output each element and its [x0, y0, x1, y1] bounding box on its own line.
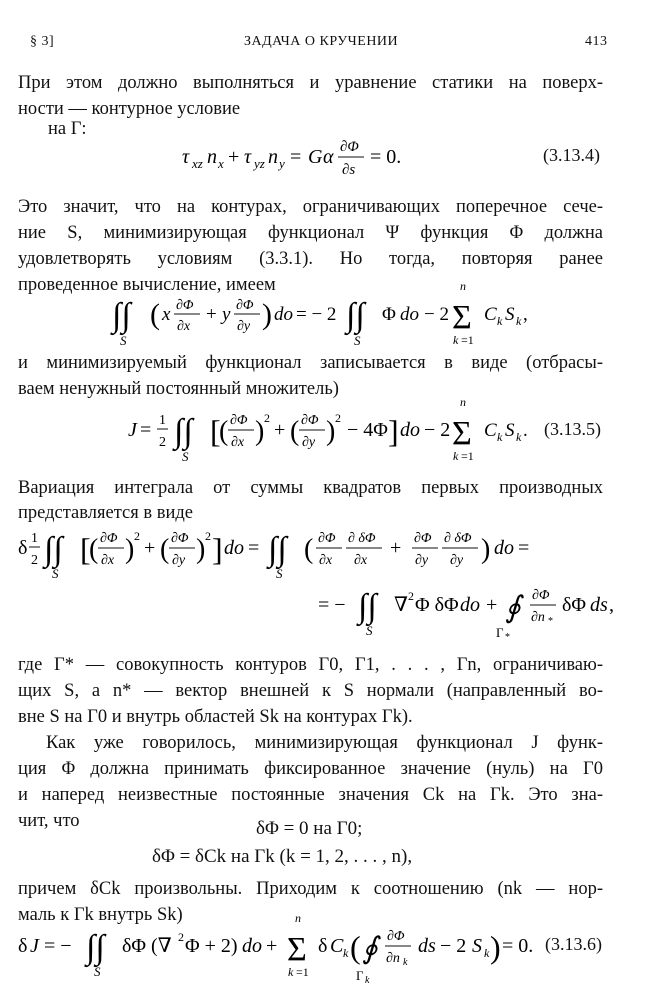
svg-text:∂Φ: ∂Φ: [340, 139, 359, 155]
equation-number: (3.13.6): [545, 934, 602, 954]
svg-text:k: k: [453, 333, 459, 347]
svg-text:C: C: [484, 304, 497, 325]
svg-text:k: k: [343, 946, 349, 960]
svg-text:=1: =1: [461, 449, 474, 463]
svg-text:∂ δΦ: ∂ δΦ: [348, 531, 376, 546]
svg-text:S: S: [505, 304, 515, 325]
svg-text:): ): [490, 929, 501, 965]
svg-text:τ: τ: [244, 146, 252, 168]
svg-text:=: =: [518, 537, 530, 559]
text-line: причем δCk произвольны. Приходим к соотношению (nk — нор-: [18, 879, 603, 899]
svg-text:∂x: ∂x: [101, 553, 115, 568]
svg-text:n: n: [295, 911, 301, 925]
svg-text:∫∫: ∫∫: [112, 297, 131, 334]
svg-text:∫∫: ∫∫: [346, 297, 365, 334]
svg-text:= 0.: = 0.: [370, 146, 402, 168]
svg-text:+: +: [228, 146, 240, 168]
svg-text:,: ,: [523, 304, 528, 325]
svg-text:.: .: [523, 420, 528, 441]
svg-text:∂x: ∂x: [231, 435, 245, 450]
boundary-condition-line2: δΦ = δCk на Гk (k = 1, 2, . . . , n),: [152, 846, 413, 867]
svg-text:+: +: [390, 537, 402, 559]
svg-text:do: do: [224, 537, 244, 559]
svg-text:=1: =1: [296, 965, 309, 979]
svg-text:∇: ∇: [394, 594, 408, 616]
svg-text:): ): [262, 298, 272, 331]
svg-text:∂y: ∂y: [302, 435, 316, 450]
svg-text:∂Φ: ∂Φ: [100, 531, 118, 546]
svg-text:δΦ (∇: δΦ (∇: [122, 935, 172, 957]
text-line: представляется в виде: [18, 503, 193, 523]
svg-text:(: (: [150, 298, 160, 331]
svg-text:do: do: [494, 537, 514, 559]
svg-text:∂Φ: ∂Φ: [318, 531, 336, 546]
svg-text:(: (: [350, 929, 361, 965]
svg-text:(: (: [304, 534, 314, 565]
svg-text:δΦ: δΦ: [562, 594, 587, 616]
svg-text:(: (: [290, 416, 300, 447]
svg-text:G: G: [308, 146, 323, 168]
svg-text:∫∫: ∫∫: [268, 531, 287, 568]
svg-text:=1: =1: [461, 333, 474, 347]
text-line: и минимизируемый функционал записывается в виде (отбрасы-: [18, 353, 603, 373]
text-line: чит, что: [18, 811, 80, 831]
svg-text:S: S: [94, 964, 101, 979]
svg-text:− 2: − 2: [424, 419, 451, 441]
svg-text:+: +: [274, 419, 286, 441]
svg-text:δ: δ: [18, 537, 28, 559]
svg-text:x: x: [218, 156, 224, 171]
svg-text:∂Φ: ∂Φ: [414, 531, 432, 546]
svg-text:∂y: ∂y: [415, 553, 429, 568]
svg-text:S: S: [120, 333, 127, 348]
svg-text:S: S: [52, 566, 59, 581]
svg-text:Г: Г: [356, 968, 364, 983]
svg-text:): ): [125, 534, 135, 565]
svg-text:+: +: [266, 935, 278, 957]
svg-text:do: do: [400, 419, 420, 441]
svg-text:do: do: [400, 304, 419, 325]
svg-text:C: C: [484, 420, 497, 441]
svg-text:): ): [255, 416, 265, 447]
text-line: проведенное вычисление, имеем: [18, 275, 276, 295]
equation-number: (3.13.5): [544, 419, 601, 439]
svg-text:): ): [481, 534, 491, 565]
svg-text:n: n: [460, 279, 466, 293]
text-line: ности — контурное условие: [18, 99, 241, 119]
svg-text:1: 1: [159, 413, 166, 428]
svg-text:do: do: [274, 304, 293, 325]
svg-text:+: +: [486, 594, 498, 616]
svg-text:2: 2: [205, 529, 211, 543]
svg-text:∂y: ∂y: [450, 553, 464, 568]
equation-number: (3.13.4): [543, 145, 600, 165]
svg-text:∂Φ: ∂Φ: [171, 531, 189, 546]
svg-text:k: k: [516, 314, 522, 328]
text-line: удовлетворять условиям (3.3.1). Но тогда, повторяя ранее: [18, 249, 603, 269]
svg-text:2: 2: [408, 589, 414, 603]
svg-text:2: 2: [264, 411, 270, 425]
svg-text:(: (: [219, 416, 229, 447]
svg-text:k: k: [516, 430, 522, 444]
svg-text:ds: ds: [590, 594, 608, 616]
svg-text:*: *: [548, 616, 553, 627]
svg-text:= − 2: = − 2: [296, 304, 337, 325]
svg-text:τ: τ: [182, 146, 190, 168]
svg-text:(: (: [89, 534, 99, 565]
svg-text:k: k: [484, 946, 490, 960]
text-line: вне S на Г0 и внутрь областей Sk на контурах Гk).: [18, 707, 413, 727]
svg-text:S: S: [354, 333, 361, 348]
svg-text:[: [: [210, 413, 221, 449]
text-line: и наперед неизвестные постоянные значения Ck на Гk. Это зна-: [18, 785, 603, 805]
svg-text:δ: δ: [18, 935, 28, 957]
svg-text:2: 2: [178, 930, 184, 944]
svg-text:k: k: [365, 975, 370, 986]
svg-text:Σ: Σ: [287, 931, 307, 968]
text-line: щих S, а n* — вектор внешней к S нормали (направленный во-: [18, 681, 603, 701]
svg-text:∂Φ: ∂Φ: [236, 298, 254, 313]
svg-text:*: *: [505, 632, 510, 643]
svg-text:,: ,: [609, 594, 614, 616]
svg-text:C: C: [330, 935, 344, 957]
text-line: При этом должно выполняться и уравнение статики на поверх-: [18, 73, 603, 93]
svg-text:[: [: [80, 531, 91, 567]
svg-text:∂Φ: ∂Φ: [301, 413, 319, 428]
svg-text:S: S: [182, 449, 189, 464]
svg-text:α: α: [323, 146, 334, 168]
boundary-condition-line1: δΦ = 0 на Г0;: [256, 818, 363, 839]
running-title: ЗАДАЧА О КРУЧЕНИИ: [244, 34, 399, 49]
svg-text:Φ: Φ: [382, 304, 396, 325]
svg-text:n: n: [460, 395, 466, 409]
svg-text:=: =: [248, 537, 260, 559]
svg-text:ds: ds: [418, 935, 436, 957]
svg-text:k: k: [288, 965, 294, 979]
svg-text:do: do: [242, 935, 262, 957]
svg-text:Σ: Σ: [452, 299, 472, 336]
svg-text:=: =: [140, 419, 152, 441]
svg-text:k: k: [403, 957, 408, 968]
svg-text:− 2: − 2: [440, 935, 467, 957]
svg-text:∮: ∮: [505, 591, 521, 624]
svg-text:∂y: ∂y: [237, 319, 251, 334]
svg-text:∮: ∮: [362, 932, 378, 965]
svg-text:(: (: [160, 534, 170, 565]
svg-text:S: S: [276, 566, 283, 581]
svg-text:∂n: ∂n: [531, 610, 545, 625]
svg-text:n: n: [268, 146, 278, 168]
svg-text:x: x: [162, 304, 171, 325]
svg-text:Г: Г: [496, 625, 504, 640]
svg-text:do: do: [460, 594, 480, 616]
text-line: Как уже говорилось, минимизирующая функционал J функ-: [46, 733, 603, 753]
text-line: ваем ненужный постоянный множитель): [18, 379, 339, 399]
svg-text:∂Φ: ∂Φ: [176, 298, 194, 313]
text-line: Это значит, что на контурах, ограничивающих поперечное сече-: [18, 197, 603, 217]
svg-text:y: y: [222, 304, 231, 325]
svg-text:k: k: [497, 430, 503, 444]
svg-text:Σ: Σ: [452, 415, 472, 452]
svg-text:∫∫: ∫∫: [174, 413, 193, 450]
svg-text:k: k: [453, 449, 459, 463]
svg-text:2: 2: [31, 553, 38, 568]
svg-text:S: S: [505, 420, 515, 441]
svg-text:∂n: ∂n: [386, 951, 400, 966]
svg-text:Φ + 2): Φ + 2): [185, 935, 238, 957]
svg-text:J: J: [128, 419, 137, 441]
section-marker: § 3]: [30, 34, 55, 49]
svg-text:]: ]: [388, 413, 399, 449]
svg-text:∂y: ∂y: [172, 553, 186, 568]
svg-text:= −: = −: [44, 935, 72, 957]
svg-text:δ: δ: [318, 935, 328, 957]
svg-text:= 0.: = 0.: [502, 935, 534, 957]
svg-text:Φ δΦ: Φ δΦ: [415, 594, 459, 616]
text-line: ние S, минимизирующая функционал Ψ функция Φ должна: [18, 223, 603, 243]
svg-text:1: 1: [31, 531, 38, 546]
svg-text:S: S: [472, 935, 482, 957]
svg-text:∂s: ∂s: [342, 162, 356, 178]
text-line: Вариация интеграла от суммы квадратов первых производных: [18, 478, 603, 498]
svg-text:y: y: [279, 156, 285, 171]
svg-text:): ): [196, 534, 206, 565]
svg-text:2: 2: [335, 411, 341, 425]
svg-text:=: =: [290, 146, 302, 168]
svg-text:+: +: [144, 537, 156, 559]
svg-text:): ): [326, 416, 336, 447]
svg-text:2: 2: [134, 529, 140, 543]
svg-text:∂Φ: ∂Φ: [532, 588, 550, 603]
svg-text:]: ]: [212, 531, 223, 567]
svg-text:∂Φ: ∂Φ: [387, 929, 405, 944]
text-line: где Г* — совокупность контуров Г0, Г1, . . . , Гn, ограничиваю-: [18, 655, 603, 675]
text-line: маль к Гk внутрь Sk): [18, 905, 183, 925]
text-line: на Г:: [48, 119, 87, 139]
svg-text:− 2: − 2: [424, 304, 449, 325]
svg-text:∫∫: ∫∫: [86, 929, 105, 966]
svg-text:∂ δΦ: ∂ δΦ: [444, 531, 472, 546]
svg-text:+: +: [206, 304, 217, 325]
svg-text:∂x: ∂x: [319, 553, 333, 568]
page-number: 413: [585, 34, 608, 49]
svg-text:− 4Φ: − 4Φ: [347, 419, 388, 441]
svg-text:J: J: [30, 935, 39, 957]
svg-text:yz: yz: [254, 156, 265, 171]
svg-text:2: 2: [159, 435, 166, 450]
svg-text:∫∫: ∫∫: [358, 588, 377, 625]
svg-text:∂x: ∂x: [354, 553, 368, 568]
svg-text:∫∫: ∫∫: [44, 531, 63, 568]
text-line: ция Φ должна принимать фиксированное значение (нуль) на Г0: [18, 759, 603, 779]
svg-text:∂x: ∂x: [177, 319, 191, 334]
svg-text:xz: xz: [192, 156, 203, 171]
svg-text:= −: = −: [318, 594, 346, 616]
svg-text:k: k: [497, 314, 503, 328]
svg-text:n: n: [207, 146, 217, 168]
svg-text:S: S: [366, 623, 373, 638]
svg-text:∂Φ: ∂Φ: [230, 413, 248, 428]
